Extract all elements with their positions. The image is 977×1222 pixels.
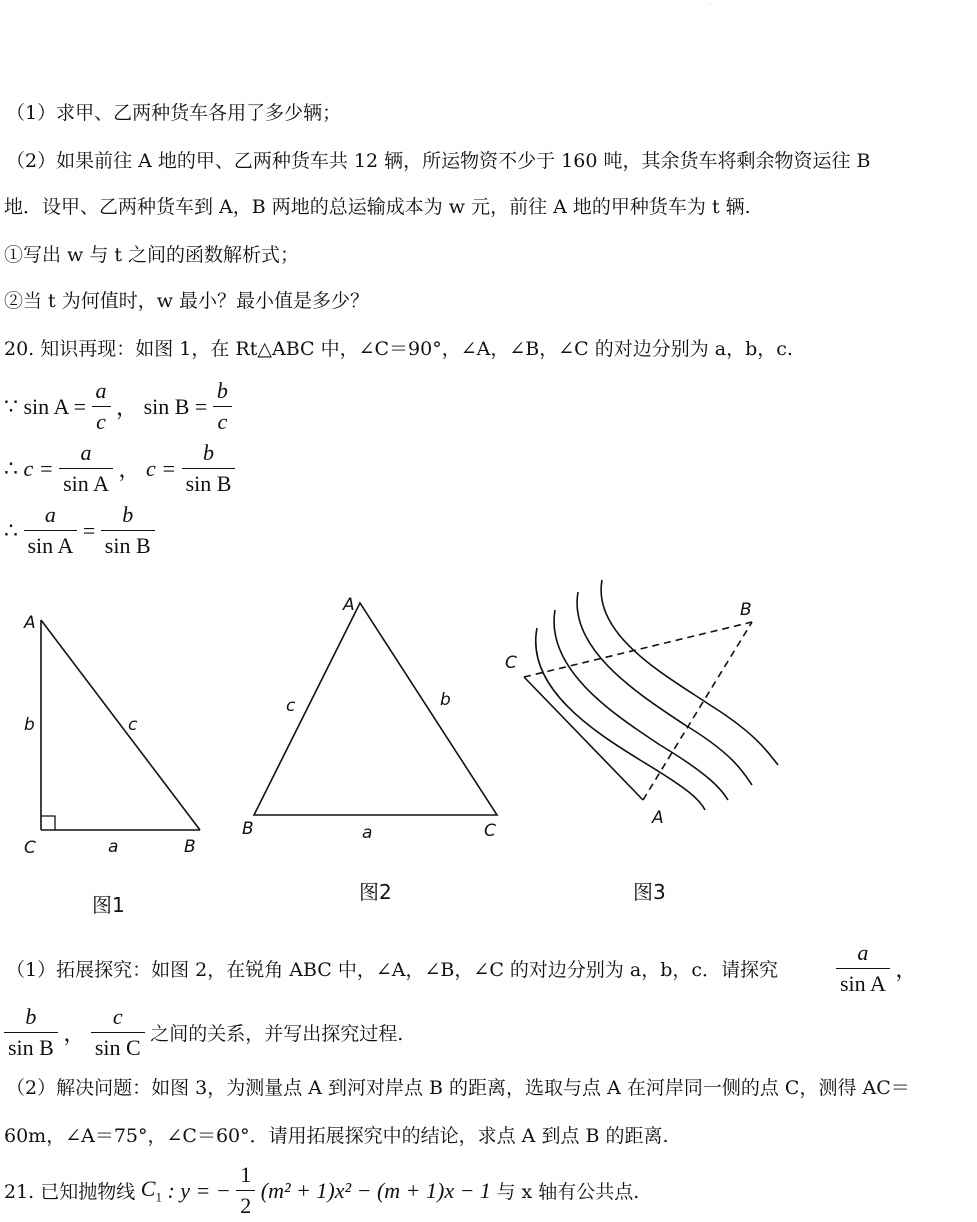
therefore-symbol: ∴ xyxy=(4,455,18,481)
q20-intro: 20. 知识再现：如图 1，在 Rt△ABC 中，∠C＝90°，∠A，∠B，∠C 的对边分别为 a，b，c. xyxy=(4,338,793,360)
fig3-label-C: C xyxy=(505,653,517,673)
q21-suffix: 与 x 轴有公共点. xyxy=(496,1181,640,1203)
q20-ext2-line1: （2）解决问题：如图 3，为测量点 A 到河对岸点 B 的距离，选取与点 A 在河岸同一侧的点 C，测得 AC＝ xyxy=(6,1077,910,1099)
fig1-label-C: C xyxy=(24,838,36,858)
fig2-label-c: c xyxy=(286,696,296,716)
figure-3-caption: 图3 xyxy=(633,880,666,904)
q19-part2-line1: （2）如果前往 A 地的甲、乙两种货车共 12 辆，所运物资不少于 160 吨，其余货车将剩余物资运往 B xyxy=(6,150,871,172)
fig2-label-a: a xyxy=(362,823,373,843)
q21-row xyxy=(4,1160,639,1221)
fraction-b-over-sin-b-2: $\frac{b}{\text{sin B}}$ xyxy=(101,500,155,561)
therefore-row-1: ∴ c = $\frac{a}{\text{sin A}}$ ， c = $\frac{b}{\text{sin B}}$ xyxy=(4,438,235,499)
fraction-b-over-c: $\frac{b}{c}$ xyxy=(213,376,232,437)
corner-mark: · xyxy=(709,2,711,9)
q19-sub2: ②当 t 为何值时，w 最小？最小值是多少？ xyxy=(4,290,370,312)
fraction-a-over-sin-a-3: $\frac{a}{\text{sin A}}$ ， xyxy=(836,938,917,999)
q21-prefix: 21. 已知抛物线 xyxy=(4,1181,136,1203)
q20-ext2-line2: 60m，∠A＝75°，∠C＝60°．请用拓展探究中的结论，求点 A 到点 B 的距离. xyxy=(4,1125,669,1147)
q19-sub1: ①写出 w 与 t 之间的函数解析式； xyxy=(4,244,300,266)
fig3-label-A: A xyxy=(652,808,664,828)
fraction-b-over-sin-b-3: $\frac{b}{\text{sin B}}$ xyxy=(4,1002,58,1063)
fig1-label-a: a xyxy=(108,837,119,857)
ext1-fractions-row: $\frac{b}{\text{sin B}}$ ， $\frac{c}{\text{sin C}}$ 之间的关系，并写出探究过程. xyxy=(4,1002,403,1063)
sin-a-label: sin A = xyxy=(23,393,87,419)
fig3-label-B: B xyxy=(740,600,752,620)
q20-ext1-line1: （1）拓展探究：如图 2，在锐角 ABC 中，∠A，∠B，∠C 的对边分别为 a，b，c．请探究 xyxy=(6,959,779,981)
fig1-label-B: B xyxy=(184,837,196,857)
because-row: ∵ sin A = $\frac{a}{c}$ ， sin B = $\frac{b}{c}$ xyxy=(4,376,232,437)
figure-2-caption: 图2 xyxy=(359,880,392,904)
therefore-row-2: ∴ $\frac{a}{\text{sin A}}$ = $\frac{b}{\text{sin B}}$ xyxy=(4,500,155,561)
figure-3-triangle xyxy=(524,622,752,800)
fraction-one-half: $\frac{1}{2}$ xyxy=(236,1160,255,1221)
fig2-label-B: B xyxy=(242,819,254,839)
figure-1-right-triangle xyxy=(41,620,200,830)
fig2-label-C: C xyxy=(484,821,496,841)
q19-part2-line2: 地．设甲、乙两种货车到 A，B 两地的总运输成本为 w 元，前往 A 地的甲种货车为 t 辆. xyxy=(4,196,751,218)
q20-ext1-tail: 之间的关系，并写出探究过程. xyxy=(150,1023,404,1045)
because-symbol: ∵ xyxy=(4,393,18,419)
fraction-b-over-sin-b: $\frac{b}{\text{sin B}}$ xyxy=(182,438,236,499)
parabola-name: $C_1$ xyxy=(140,1175,162,1205)
fig1-label-A: A xyxy=(24,613,36,633)
fig2-label-b: b xyxy=(440,690,451,710)
q21-expression: (m² + 1)x² − (m + 1)x − 1 xyxy=(260,1177,491,1203)
figures xyxy=(0,570,977,920)
fraction-a-over-sin-a: $\frac{a}{\text{sin A}}$ xyxy=(59,438,113,499)
therefore-symbol-2: ∴ xyxy=(4,517,18,543)
fraction-c-over-sin-c: $\frac{c}{\text{sin C}}$ xyxy=(91,1002,145,1063)
fig1-label-c: c xyxy=(128,715,138,735)
sin-b-label: sin B = xyxy=(143,393,208,419)
c-equals-2: c = xyxy=(146,455,177,481)
fig1-label-b: b xyxy=(24,715,35,735)
y-equals: : y = − xyxy=(167,1177,231,1203)
c-equals: c = xyxy=(23,455,54,481)
fraction-a-over-sin-a-2: $\frac{a}{\text{sin A}}$ xyxy=(24,500,78,561)
fig2-label-A: A xyxy=(343,595,355,615)
figure-1-caption: 图1 xyxy=(92,893,125,917)
q19-part1: （1）求甲、乙两种货车各用了多少辆； xyxy=(6,102,342,124)
fraction-a-over-c: $\frac{a}{c}$ xyxy=(92,376,111,437)
